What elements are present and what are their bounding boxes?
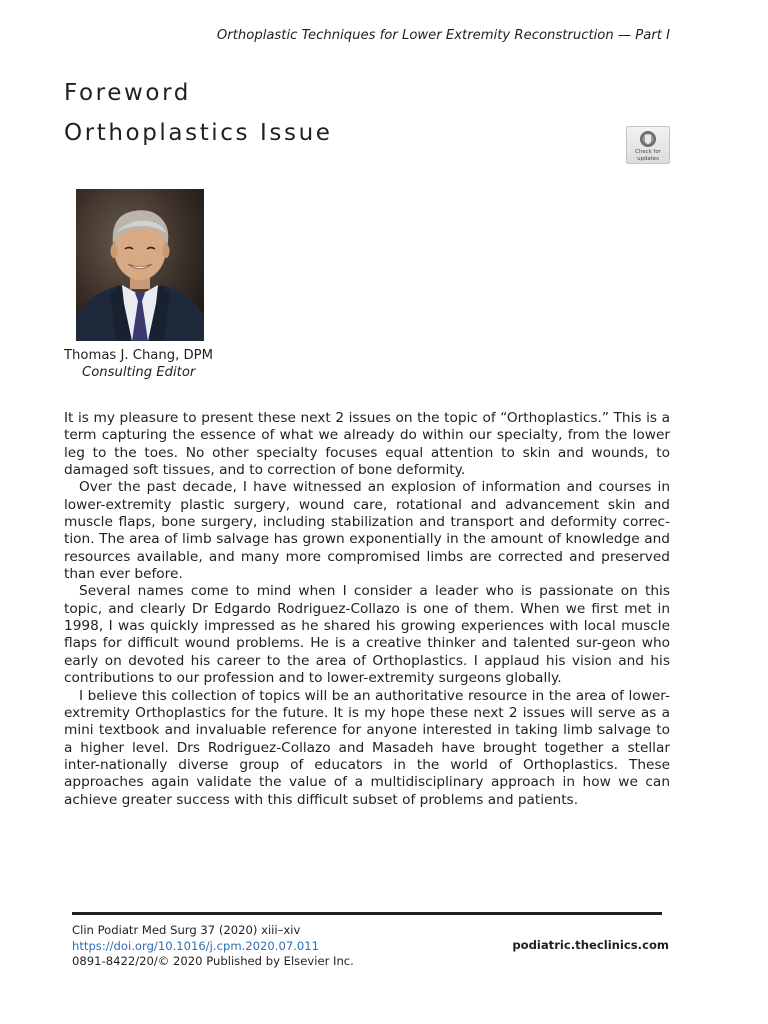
footer-divider bbox=[72, 912, 662, 915]
author-name: Thomas J. Chang, DPM bbox=[64, 348, 213, 363]
journal-website[interactable]: podiatric.theclinics.com bbox=[512, 938, 669, 952]
badge-label-line2: updates bbox=[637, 156, 659, 162]
foreword-body bbox=[64, 410, 670, 809]
crossmark-icon bbox=[639, 130, 657, 148]
body-paragraph: Over the past decade, I have witnessed an explosion of information and courses in lower-extremity plastic surgery, wound care, rotational and advancement skin and muscle flaps, bone surgery, including stabilization and transport and deformity correc-tion. The area of limb salvage has grown exponentially in the amount of knowledge and resources available, and many more compromised limbs are corrected and preserved than ever before. bbox=[64, 479, 670, 583]
body-paragraph: I believe this collection of topics will be an authoritative resource in the area of lower-extremity Orthoplastics for the future. It is my hope these next 2 issues will serve as a mini textbook and invaluable reference for anyone interested in taking limb salvage to a higher level. Drs Rodriguez-Collazo and Masadeh have brought together a stellar inter-nationally diverse group of educators in the world of Orthoplastics. These approaches again validate the value of a multidisciplinary approach in how we can achieve greater success with this difficult subset of problems and patients. bbox=[64, 687, 670, 808]
body-paragraph: It is my pleasure to present these next 2 issues on the topic of “Orthoplastics.” This is a term capturing the essence of what we already do within our specialty, from the lower leg to the toes. No other specialty focuses equal attention to skin and wounds, to damaged soft tissues, and to correction of bone deformity. bbox=[64, 410, 670, 479]
doi-link[interactable]: https://doi.org/10.1016/j.cpm.2020.07.011 bbox=[72, 938, 320, 953]
check-for-updates-badge[interactable] bbox=[626, 126, 670, 164]
article-type-title: Foreword bbox=[64, 80, 191, 106]
body-paragraph: Several names come to mind when I consider a leader who is passionate on this topic, and clearly Dr Edgardo Rodriguez-Collazo is one of them. When we first met in 1998, I was quickly impressed as he shared his growing experiences with local muscle flaps for difficult wound problems. He is a creative thinker and talented sur-geon who early on devoted his career to the area of Orthoplastics. I applaud his vision and his contributions to our profession and to lower-extremity surgeons globally. bbox=[64, 583, 670, 687]
author-role: Consulting Editor bbox=[82, 365, 196, 380]
author-photo bbox=[76, 189, 204, 341]
copyright-line: 0891-8422/20/© 2020 Published by Elsevier Inc. bbox=[72, 954, 354, 968]
journal-citation: Clin Podiatr Med Surg 37 (2020) xiii–xiv bbox=[72, 923, 301, 937]
article-title: Orthoplastics Issue bbox=[64, 120, 333, 146]
footer-citation-block bbox=[72, 923, 354, 970]
running-head: Orthoplastic Techniques for Lower Extremity Reconstruction — Part I bbox=[216, 28, 670, 43]
badge-label-line1: Check for bbox=[635, 149, 661, 155]
